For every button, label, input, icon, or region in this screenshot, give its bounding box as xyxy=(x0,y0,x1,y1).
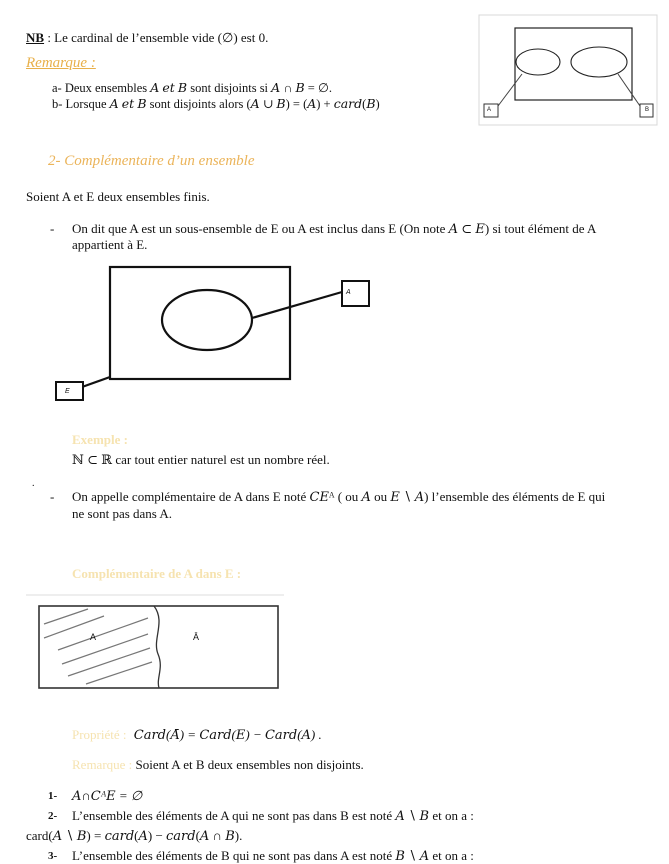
exemple-text: ℕ ⊂ ℝ car tout entier naturel est un nombre réel. xyxy=(72,452,330,467)
top-diagram-label-b: B xyxy=(645,107,650,113)
list-item-1: 𝐴∩𝐶ᴬ𝐸 = ∅ xyxy=(72,788,143,803)
inclusion-diagram xyxy=(54,265,374,405)
remarque-title: Remarque : xyxy=(26,55,96,71)
list-item-2: L’ensemble des éléments de A qui ne sont pas dans B est noté 𝐴 ∖ 𝐵 et on a : xyxy=(72,808,474,823)
disjoint-sets-diagram xyxy=(478,14,658,126)
complement-diagram xyxy=(26,594,286,696)
mid-diagram-label-e: E xyxy=(65,388,70,395)
remarque2-line xyxy=(72,757,364,773)
bullet2-line1: On appelle complémentaire de A dans E noté 𝐶𝐸ᴬ ( ou 𝐴 ou 𝐸 ∖ 𝐴) l’ensemble des éléments de E qui xyxy=(72,489,606,504)
top-diagram-label-a: A xyxy=(487,107,492,113)
nb-text: : Le cardinal de l’ensemble vide (∅) est 0. xyxy=(44,30,269,45)
list-num-1: 1- xyxy=(48,790,58,802)
bullet-dash: - xyxy=(50,221,55,236)
remarque-item-a: a- Deux ensembles 𝐴 𝑒𝑡 𝐵 sont disjoints si 𝐴 ∩ 𝐵 = ∅. xyxy=(52,81,332,95)
remarque2-label: Remarque : xyxy=(72,757,133,772)
complement-label-abar: Ā xyxy=(193,632,200,642)
complement-label-a: A xyxy=(90,632,97,642)
section-intro: Soient A et E deux ensembles finis. xyxy=(26,189,210,204)
bullet1-line2: appartient à E. xyxy=(72,237,148,252)
propriete-line xyxy=(72,727,322,743)
bullet-dash-2: - xyxy=(50,489,55,504)
complement-title: Complémentaire de A dans E : xyxy=(72,566,242,581)
exemple-title: Exemple : xyxy=(72,432,128,447)
bullet2-line2: ne sont pas dans A. xyxy=(72,506,173,521)
mid-diagram-label-a: A xyxy=(346,289,351,296)
stray-dot: . xyxy=(32,478,35,489)
bullet1-line1: On dit que A est un sous-ensemble de E ou A est inclus dans E (On note 𝐴 ⊂ 𝐸) si tout élément de A xyxy=(72,221,597,236)
propriete-formula: 𝐶𝑎𝑟𝑑(𝐴̄) = 𝐶𝑎𝑟𝑑(𝐸) − 𝐶𝑎𝑟𝑑(𝐴) . xyxy=(133,727,322,742)
list-num-3: 3- xyxy=(48,850,58,862)
propriete-label: Propriété : xyxy=(72,727,127,742)
section-complementaire-title: 2- Complémentaire d’un ensemble xyxy=(48,153,255,169)
remarque-item-b: b- Lorsque 𝐴 𝑒𝑡 𝐵 sont disjoints alors (𝐴 ∪ 𝐵) = (𝐴) + 𝑐𝑎𝑟𝑑(𝐵) xyxy=(52,97,380,111)
list-item-3: L’ensemble des éléments de B qui ne sont pas dans A est noté 𝐵 ∖ 𝐴 et on a : xyxy=(72,848,474,863)
list-num-2: 2- xyxy=(48,810,58,822)
remarque2-text: Soient A et B deux ensembles non disjoints. xyxy=(132,757,364,772)
nb-line xyxy=(26,30,268,46)
nb-label: NB xyxy=(26,30,45,45)
list-item-2-formula: card(𝐴 ∖ 𝐵) = 𝑐𝑎𝑟𝑑(𝐴) − 𝑐𝑎𝑟𝑑(𝐴 ∩ 𝐵). xyxy=(26,828,243,843)
